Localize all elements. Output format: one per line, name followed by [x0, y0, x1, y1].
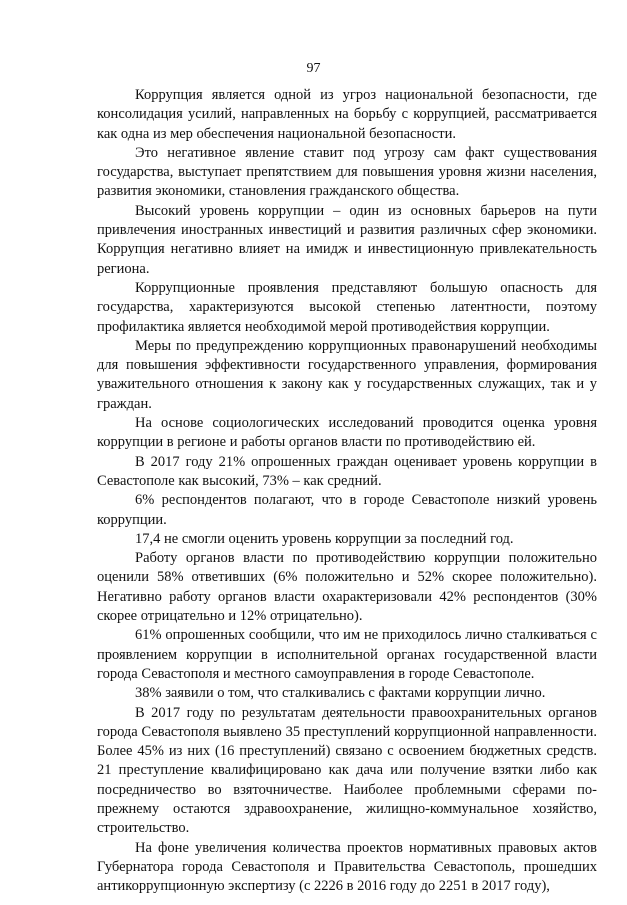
paragraph: Коррупция является одной из угроз национальной безопасности, где консолидация усилий, направленных на борьбу с коррупцией, рассматривается как одна из мер обеспечения национальной безопасности. — [97, 87, 597, 142]
paragraph: Меры по предупреждению коррупционных правонарушений необходимы для повышения эффективности государственного управления, формирования уважительного отношения к закону как у государственных служащих, так и у граждан. — [97, 337, 597, 412]
body-text — [97, 86, 597, 896]
paragraph: 61% опрошенных сообщили, что им не приходилось лично сталкиваться с проявлением коррупции в исполнительной органах государственной власти города Севастополя и местного самоуправления в городе Севастополе. — [97, 627, 597, 682]
paragraph: В 2017 году 21% опрошенных граждан оценивает уровень коррупции в Севастополе как высокий, 73% – как средний. — [97, 453, 597, 489]
paragraph: Высокий уровень коррупции – один из основных барьеров на пути привлечения иностранных инвестиций и развития различных сфер экономики. Коррупция негативно влияет на имидж и инвестиционную привлекательность региона. — [97, 202, 597, 277]
paragraph: 38% заявили о том, что сталкивались с фактами коррупции лично. — [135, 685, 546, 702]
paragraph: На фоне увеличения количества проектов нормативных правовых актов Губернатора города Севастополя и Правительства Севастополь, прошедших антикоррупционную экспертизу (с 2226 в 2016 году до 2251 в 2017 году), — [97, 839, 597, 895]
paragraph: Работу органов власти по противодействию коррупции положительно оценили 58% ответивших (6% положительно и 52% скорее положительно). Негативно работу органов власти охарактеризовали 42% респондентов (30% скорее отрицательно и 12% отрицательно). — [97, 550, 597, 625]
paragraph: 6% респондентов полагают, что в городе Севастополе низкий уровень коррупции. — [97, 492, 597, 528]
paragraph: 17,4 не смогли оценить уровень коррупции за последний год. — [135, 530, 514, 547]
paragraph: В 2017 году по результатам деятельности правоохранительных органов города Севастополя выявлено 35 преступлений коррупционной направленности. Более 45% из них (16 преступлений) связано с освоением бюджетных средств. 21 преступление квалифицировано как дача или получение взятки либо как посредничество во взяточничестве. Наиболее проблемными сферами по-прежнему остаются здравоохранение, жилищно-коммунальное хозяйство, строительство. — [97, 704, 597, 837]
page-number: 97 — [306, 61, 321, 76]
paragraph: Коррупционные проявления представляют большую опасность для государства, характеризуются высокой степенью латентности, поэтому профилактика является необходимой мерой противодействия коррупции. — [97, 279, 597, 335]
paragraph: На основе социологических исследований проводится оценка уровня коррупции в регионе и работы органов власти по противодействию ей. — [97, 415, 597, 451]
paragraph: Это негативное явление ставит под угрозу сам факт существования государства, выступает препятствием для повышения уровня жизни населения, развития экономики, становления гражданского общества. — [97, 144, 597, 200]
